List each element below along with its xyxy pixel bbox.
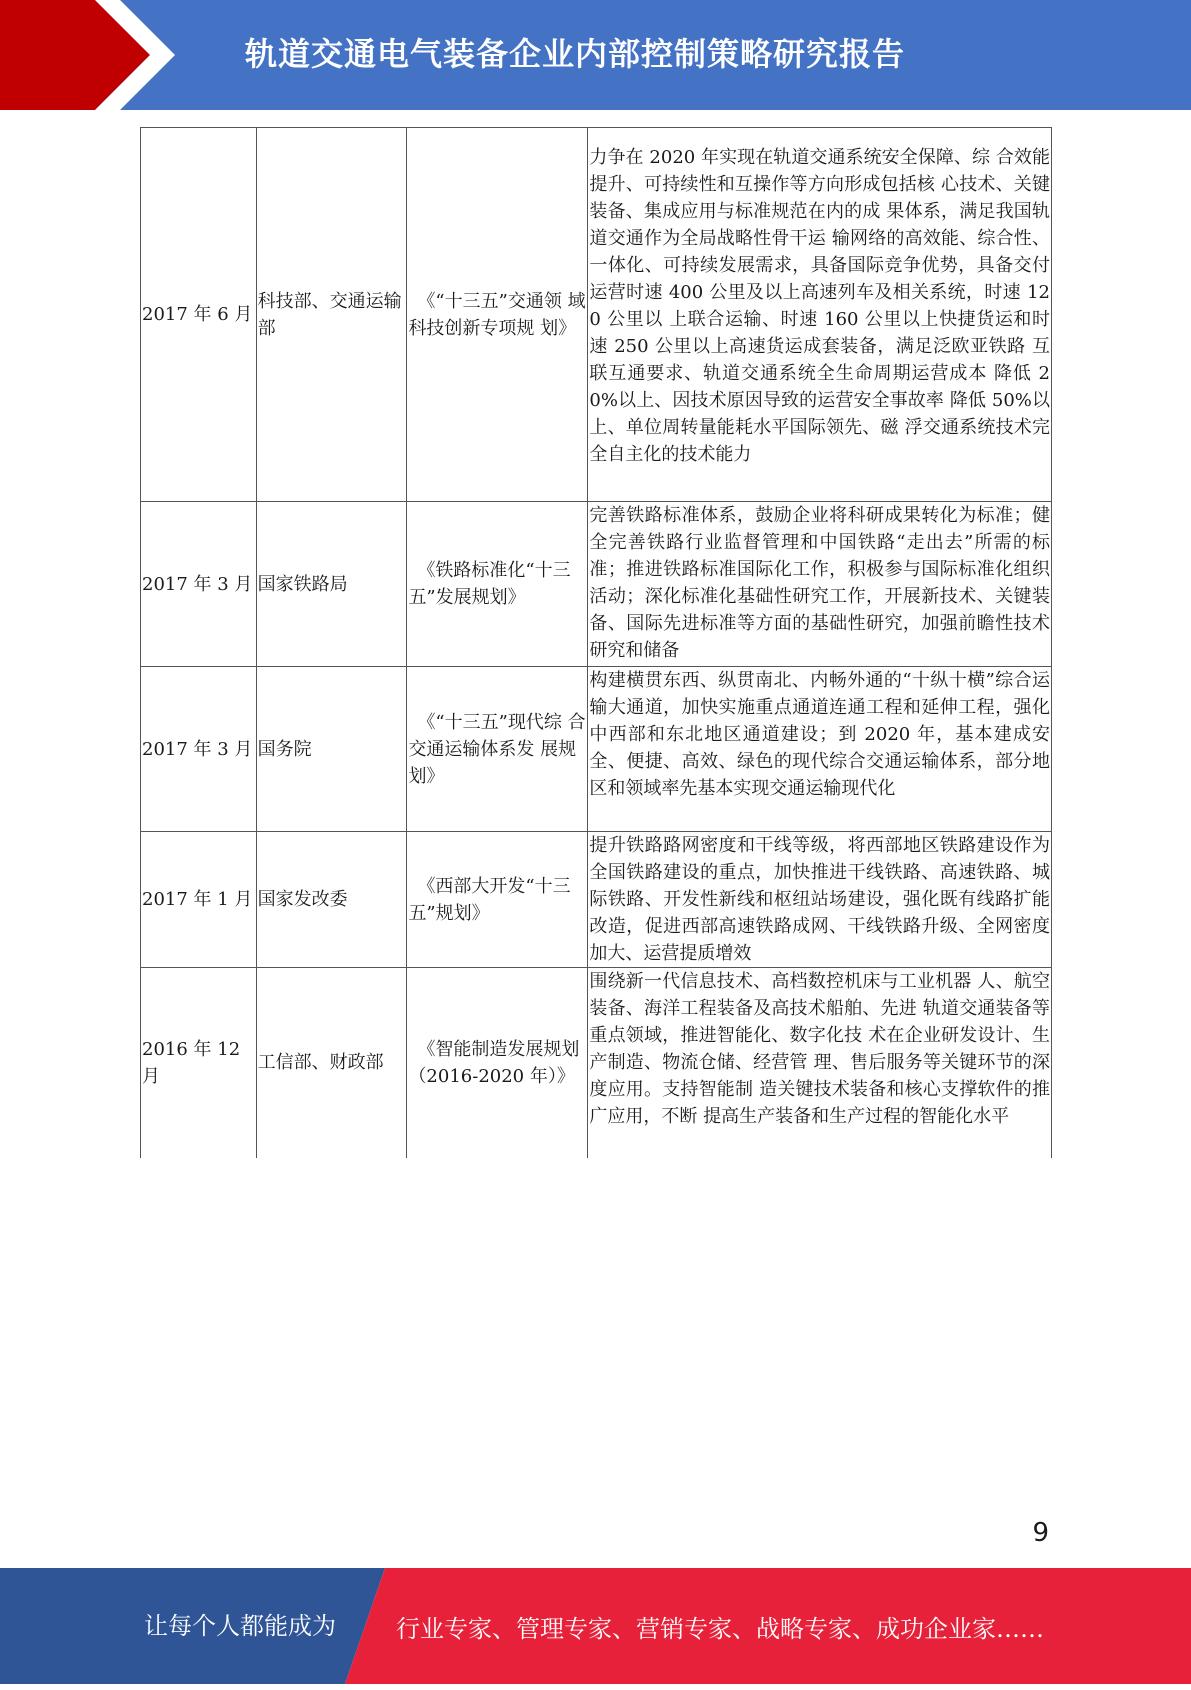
date-cell: 2017 年 1 月: [141, 832, 257, 968]
content-cell: 完善铁路标准体系，鼓励企业将科研成果转化为标准；健全完善铁路行业监督管理和中国铁路“走出去”所需的标准；推进铁路标准国际化工作，积极参与国际标准化组织活动；深化标准化基础性研究工作，开展新技术、关键装备、国际先进标准等方面的基础性研究，加强前瞻性技术研究和储备: [588, 502, 1052, 667]
table-row: [141, 832, 1052, 968]
table-row: [141, 502, 1052, 667]
report-title: 轨道交通电气装备企业内部控制策略研究报告: [245, 35, 906, 73]
table-row: [141, 667, 1052, 832]
policy-cell: 《“十三五”现代综 合交通运输体系发 展规划》: [407, 667, 588, 832]
footer-slogan-right: 行业专家、管理专家、营销专家、战略专家、成功企业家……: [396, 1615, 1044, 1643]
date-cell: 2017 年 6 月: [141, 128, 257, 502]
issuer-cell: 国务院: [256, 667, 407, 832]
issuer-cell: 工信部、财政部: [256, 968, 407, 1158]
policy-cell: 《铁路标准化“十三五”发展规划》: [407, 502, 588, 667]
table-row: [141, 968, 1052, 1158]
table-row: [141, 128, 1052, 502]
policy-cell: 《西部大开发“十三五”规划》: [407, 832, 588, 968]
date-cell: 2016 年 12 月: [141, 968, 257, 1158]
page-number: 9: [1032, 1518, 1049, 1548]
policy-cell: 《“十三五”交通领 域科技创新专项规 划》: [407, 128, 588, 502]
date-cell: 2017 年 3 月: [141, 667, 257, 832]
content-cell: 力争在 2020 年实现在轨道交通系统安全保障、综 合效能提升、可持续性和互操作等方向形成包括核 心技术、关键装备、集成应用与标准规范在内的成 果体系，满足我国轨道交通作为全局战略性骨干运 输网络的高效能、综合性、一体化、可持续发展需求，具备国际竞争优势，具备交付运营时速 400 公里及以上高速列车及相关系统，时速 120 公里以 上联合运输、时速 160 公里以上快捷货运和时速 250 公里以上高速货运成套装备，满足泛欧亚铁路 互联互通要求、轨道交通系统全生命周期运营成本 降低 20%以上、因技术原因导致的运营安全事故率 降低 50%以上、单位周转量能耗水平国际领先、磁 浮交通系统技术完全自主化的技术能力: [588, 128, 1052, 502]
content-cell: 提升铁路路网密度和干线等级，将西部地区铁路建设作为全国铁路建设的重点，加快推进干线铁路、高速铁路、城际铁路、开发性新线和枢纽站场建设，强化既有线路扩能改造，促进西部高速铁路成网、干线铁路升级、全网密度加大、运营提质增效: [588, 832, 1052, 968]
issuer-cell: 科技部、交通运输部: [256, 128, 407, 502]
content-cell: 构建横贯东西、纵贯南北、内畅外通的“十纵十横”综合运输大通道，加快实施重点通道连通工程和延伸工程，强化中西部和东北地区通道建设；到 2020 年，基本建成安全、便捷、高效、绿色的现代综合交通运输体系，部分地区和领域率先基本实现交通运输现代化: [588, 667, 1052, 832]
policy-cell: 《智能制造发展规划（2016-2020 年）》: [407, 968, 588, 1158]
issuer-cell: 国家发改委: [256, 832, 407, 968]
page-header: [0, 0, 1191, 110]
footer-slogan-left: 让每个人都能成为: [144, 1612, 336, 1640]
content-cell: 围绕新一代信息技术、高档数控机床与工业机器 人、航空装备、海洋工程装备及高技术船舶、先进 轨道交通装备等重点领域，推进智能化、数字化技 术在企业研发设计、生产制造、物流仓储、经营管 理、售后服务等关键环节的深度应用。支持智能制 造关键技术装备和核心支撑软件的推广应用，不断 提高生产装备和生产过程的智能化水平: [588, 968, 1052, 1158]
policy-table: [140, 127, 1052, 1158]
issuer-cell: 国家铁路局: [256, 502, 407, 667]
page-footer: [0, 1568, 1191, 1684]
date-cell: 2017 年 3 月: [141, 502, 257, 667]
